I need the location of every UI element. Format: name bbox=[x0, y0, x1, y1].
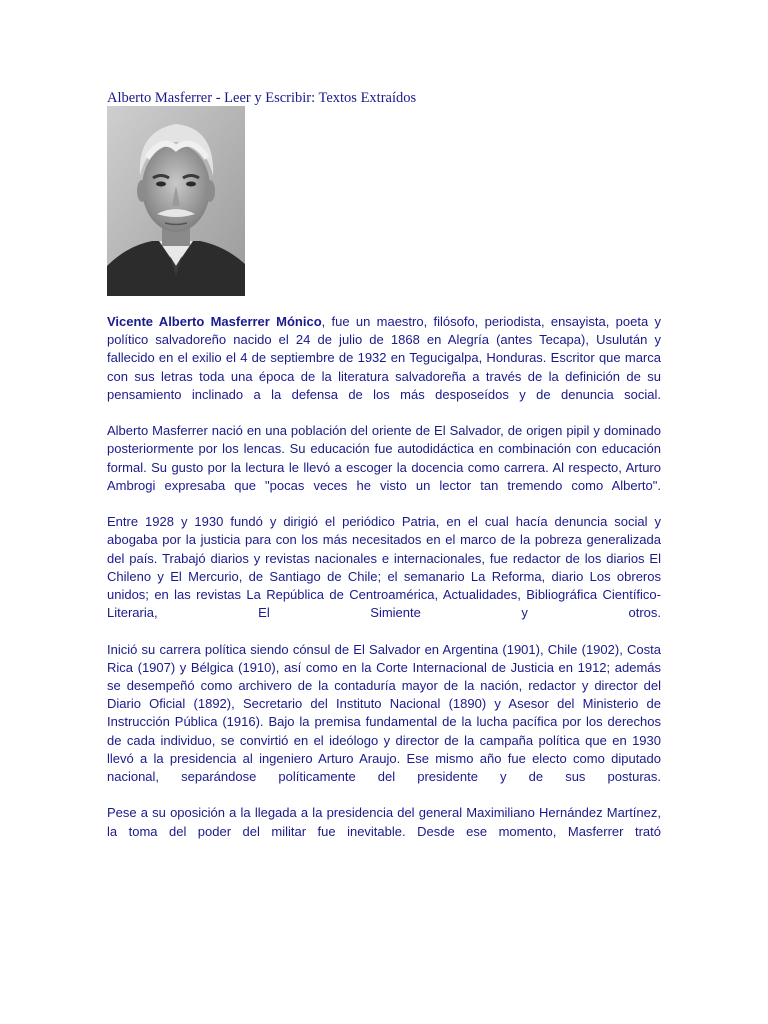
article-body bbox=[107, 313, 661, 859]
paragraph-1 bbox=[107, 313, 661, 404]
paragraph-3: Entre 1928 y 1930 fundó y dirigió el periódico Patria, en el cual hacía denuncia social y abogaba por la justicia para con los más necesitados en el marco de la pobreza generalizada del país. Trabajó diarios y revistas nacionales e internacionales, fue redactor de los diarios El Chileno y El Mercurio, de Santiago de Chile; el semanario La Reforma, diario Los obreros unidos; en las revistas La República de Centroamérica, Actualidades, Bibliográfica Científico-Literaria, El Simiente y otros. bbox=[107, 514, 661, 621]
paragraph-4: Inició su carrera política siendo cónsul de El Salvador en Argentina (1901), Chile (1902), Costa Rica (1907) y Bélgica (1910), así como en la Corte Internacional de Justicia en 1912; además se desempeñó como archivero de la contaduría mayor de la nación, redactor y director del Diario Oficial (1892), Secretario del Instituto Nacional (1890) y Asesor del Ministerio de Instrucción Pública (1916). Bajo la premisa fundamental de la lucha pacífica por los derechos de cada individuo, se convirtió en el ideólogo y director de la campaña política que en 1930 llevó a la presidencia al ingeniero Arturo Araujo. Ese mismo año fue electo como diputado nacional, separándose políticamente del presidente y de sus posturas. bbox=[107, 641, 661, 785]
paragraph-text: , fue un maestro, filósofo, periodista, ensayista, poeta y político salvadoreño nacido el 24 de julio de 1868 en Alegría (antes Tecapa), Usulután y fallecido en el exilio el 4 de septiembre de 1932 en Tegucigalpa, Honduras. Escritor que marca con sus letras toda una época de la literatura salvadoreña a través de la definición de su pensamiento inclinado a la defensa de los más desposeídos y de denuncia social. bbox=[107, 314, 661, 402]
paragraph-2: Alberto Masferrer nació en una población del oriente de El Salvador, de origen pipil y dominado posteriormente por los lencas. Su educación fue autodidáctica en combinación con educación formal. Su gusto por la lectura le llevó a escoger la docencia como carrera. Al respecto, Arturo Ambrogi expresaba que "pocas veces he visto un lector tan tremendo como Alberto". bbox=[107, 423, 661, 493]
lead-name: Vicente Alberto Masferrer Mónico bbox=[107, 314, 322, 329]
paragraph-5: Pese a su oposición a la llegada a la presidencia del general Maximiliano Hernández Martínez, la toma del poder del militar fue inevitable. Desde ese momento, Masferrer trató bbox=[107, 805, 661, 839]
page-title: Alberto Masferrer - Leer y Escribir: Textos Extraídos bbox=[107, 90, 417, 106]
portrait-photo bbox=[107, 106, 245, 296]
